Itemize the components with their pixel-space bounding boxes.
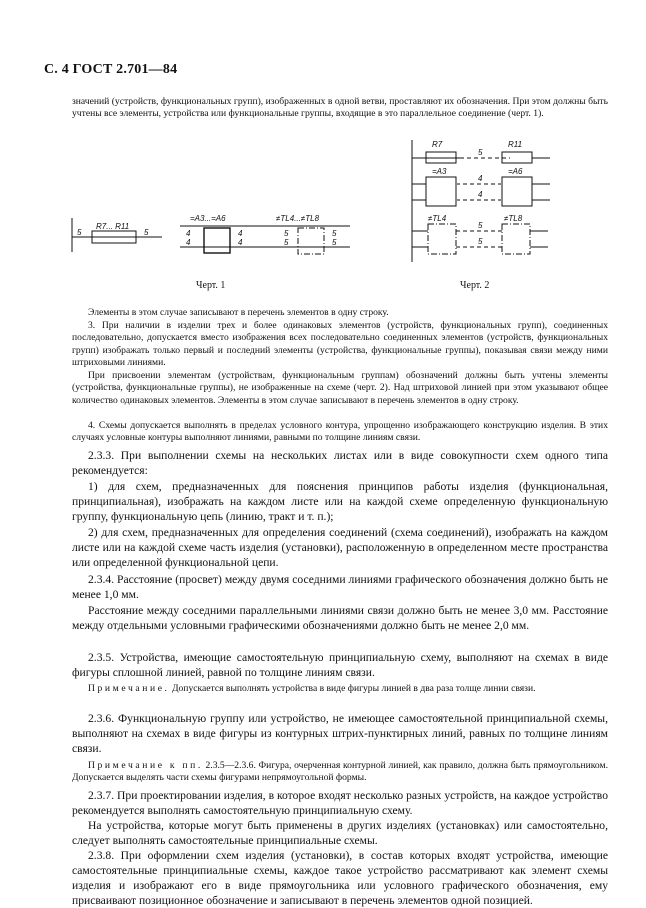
- paragraph-3: 3. При наличии в изделии трех и более одинаковых элементов (устройств, функциональных групп), соединенных последовательно, допускается вместо изображения всех последовательно соединенных элементов (устройств, функциональных групп) изображать только первый и последний элементы (устройства, функциональные группы), показывая связи между ними штриховыми линиями.: [72, 320, 608, 368]
- fig1-label-4b: 4: [186, 238, 191, 247]
- fig2-r11-label: R11: [508, 140, 523, 149]
- fig1-label-5e: 5: [332, 229, 337, 238]
- note-1-text: Допускается выполнять устройства в виде фигуры линией в два раза толще линии связи.: [171, 683, 536, 694]
- note-1-label: Примечание.: [88, 683, 170, 694]
- page-header: С. 4 ГОСТ 2.701—84: [44, 62, 178, 77]
- fig1-label-5a: 5: [77, 228, 82, 237]
- fig1-label-5b: 5: [144, 228, 149, 237]
- fig2-label-5a: 5: [478, 221, 483, 230]
- paragraph-list-note: Элементы в этом случае записывают в перечень элементов в одну строку.: [88, 307, 389, 318]
- intro-paragraph: значений (устройств, функциональных групп), изображенных в одной ветви, проставляют их обозначения. При этом должны быть учтены все элементы, устройства или функциональные группы, входящие в это параллельное соединение (черт. 1).: [72, 96, 608, 120]
- fig1-group-tl-label: ≠TL4...≠TL8: [276, 214, 320, 223]
- paragraph-2-3-8: 2.3.8. При оформлении схем изделия (установки), в состав которых входят устройства, имеющие самостоятельные принципиальные схемы, каждое такое устройство рассматривают как элемент схемы изделия и изображают его в виде прямоугольника или условного графического обозначения, ему присваивают позиционное обозначение и записывают в перечень элементов одной позицией.: [72, 849, 608, 907]
- fig1-label-4a: 4: [186, 229, 191, 238]
- fig2-a6-label: =A6: [508, 167, 523, 176]
- fig1-label-4c: 4: [238, 229, 243, 238]
- fig1-group-a-label: =A3...=A6: [190, 214, 226, 223]
- paragraph-2-3-3-item1: 1) для схем, предназначенных для пояснения принципов работы изделия (функциональная, принципиальная), изображать на каждом листе или на каждой схеме определенную функциональную группу, функциональную цепь (линию, тракт и т. п.);: [72, 480, 608, 523]
- note-2: [72, 760, 608, 785]
- fig2-caption: Черт. 2: [460, 280, 490, 291]
- note-2-text: 2.3.5—2.3.6. Фигура, очерченная контурной линией, как правило, должна быть прямоугольником. Допускается выделять части схемы фигурами непрямоугольной формы.: [72, 760, 608, 784]
- fig1-caption: Черт. 1: [196, 280, 226, 291]
- fig1-label-5d: 5: [284, 238, 289, 247]
- fig2-label-5b: 5: [478, 237, 483, 246]
- paragraph-4: 4. Схемы допускается выполнять в пределах условного контура, упрощенно изображающего конструкцию изделия. В этих случаях условные контуры выполняют линиями, равными по толщине линиям связи.: [72, 420, 608, 444]
- fig1-label-5f: 5: [332, 238, 337, 247]
- paragraph-3b: При присвоении элементам (устройствам, функциональным группам) обозначений должны быть учтены элементы (устройства, функциональные группы), не изображенные на схеме (черт. 2). Над штриховой линией при этом указывают общее количество одинаковых элементов. Элементы в этом случае записывают в перечень элементов в одну строку.: [72, 370, 608, 406]
- fig1-label-4d: 4: [238, 238, 243, 247]
- fig2-label-4b: 4: [478, 190, 483, 199]
- paragraph-2-3-4: 2.3.4. Расстояние (просвет) между двумя соседними линиями графического обозначения должно быть не менее 1,0 мм.: [72, 573, 608, 601]
- paragraph-2-3-3: 2.3.3. При выполнении схемы на нескольких листах или в виде совокупности схем одного типа рекомендуется:: [72, 449, 608, 477]
- paragraph-2-3-5: 2.3.5. Устройства, имеющие самостоятельную принципиальную схему, выполняют на схемах в виде фигуры сплошной линией, равной по толщине линиям связи.: [72, 651, 608, 679]
- fig2-label-4a: 4: [478, 174, 483, 183]
- paragraph-2-3-7: 2.3.7. При проектировании изделия, в которое входят несколько разных устройств, на каждое устройство рекомендуется выполнять самостоятельную принципиальную схему.: [72, 789, 608, 817]
- fig2-a3-label: =A3: [432, 167, 447, 176]
- fig1-series-label: R7... R11: [96, 222, 130, 231]
- note-1: [72, 683, 608, 695]
- paragraph-2-3-4b: Расстояние между соседними параллельными линиями связи должно быть не менее 3,0 мм. Расстояние между отдельными условными графическими обозначениями должно быть не менее 2,0 мм.: [72, 604, 608, 632]
- fig2-tl4-label: ≠TL4: [428, 214, 447, 223]
- paragraph-2-3-7b: На устройства, которые могут быть применены в других изделиях (установках) или самостоятельно, следует выполнять самостоятельные принципиальные схемы.: [72, 819, 608, 847]
- fig2-r7-label: R7: [432, 140, 443, 149]
- paragraph-2-3-3-item2: 2) для схем, предназначенных для определения соединений (схема соединений), изображать на каждом листе или на каждой схеме часть изделия (установки), расположенную в определенном месте пространства или определенной функциональной цепи.: [72, 526, 608, 569]
- paragraph-2-3-6: 2.3.6. Функциональную группу или устройство, не имеющее самостоятельной принципиальной схемы, выполняют на схемах в виде фигуры из контурных штрих-пунктирных линий, равных по толщине линиям связи.: [72, 712, 608, 755]
- fig2-tl8-label: ≠TL8: [504, 214, 523, 223]
- fig1-label-5c: 5: [284, 229, 289, 238]
- fig2-label-5-row1: 5: [478, 148, 483, 157]
- note-2-label: Примечание к пп.: [88, 760, 203, 771]
